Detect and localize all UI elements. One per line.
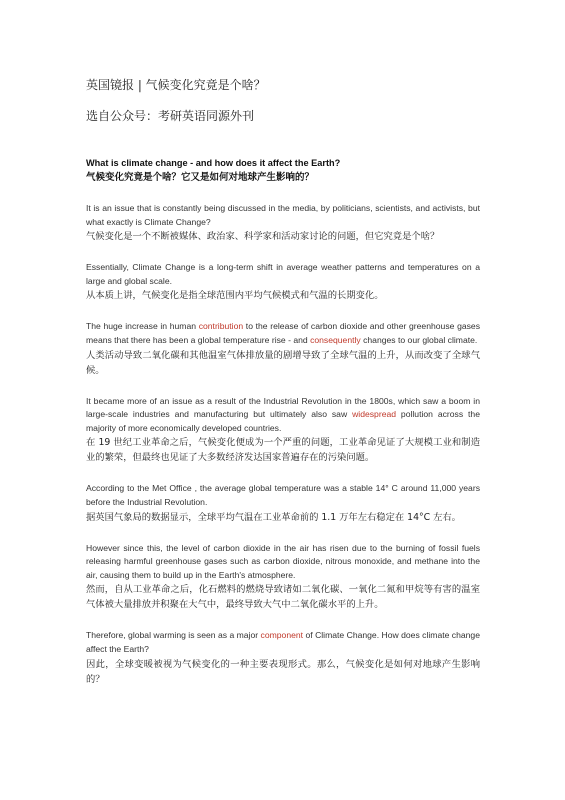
paragraph-chinese: 从本质上讲，气候变化是指全球范围内平均气候模式和气温的长期变化。 xyxy=(86,290,384,302)
paragraph-chinese: 人类活动导致二氧化碳和其他温室气体排放量的剧增导致了全球气温的上升，从而改变了全球气候。 xyxy=(86,349,480,376)
paragraph-chinese: 然而，自从工业革命之后，化石燃料的燃烧导致诸如二氧化碳、一氧化二氮和甲烷等有害的温室气体被大量排放并积聚在大气中，最终导致大气中二氧化碳水平的上升。 xyxy=(86,584,480,611)
paragraph-7 xyxy=(86,629,480,686)
title-english: What is climate change - and how does it affect the Earth? xyxy=(86,158,341,168)
paragraph-1 xyxy=(86,202,480,244)
paragraph-chinese: 因此，全球变暖被视为气候变化的一种主要表现形式。那么，气候变化是如何对地球产生影响的？ xyxy=(86,658,480,685)
text-segment: pollution across the majority of more economically developed countries. xyxy=(86,409,480,433)
paragraph-english: It is an issue that is constantly being discussed in the media, by politicians, scientists, and activists, but what exactly is Climate Change? xyxy=(86,203,480,227)
paragraph-english: According to the Met Office , the average global temperature was a stable 14° C around 11,000 years before the Industrial Revolution. xyxy=(86,483,480,507)
paragraph-english xyxy=(86,320,480,347)
paragraph-5 xyxy=(86,482,480,524)
text-segment: The huge increase in human xyxy=(86,321,199,332)
paragraph-english: However since this, the level of carbon dioxide in the air has risen due to the burning of fossil fuels releasing harmful greenhouse gases such as carbon dioxide, nitrous monoxide, and methane into the air, causing them to build up in the Earth's atmosphere. xyxy=(86,542,480,580)
text-segment: Therefore, global warming is seen as a major xyxy=(86,630,261,641)
paragraph-english xyxy=(86,629,480,656)
paragraph-chinese: 在 19 世纪工业革命之后，气候变化便成为一个严重的问题，工业革命见证了大规模工业和制造业的繁荣，但最终也见证了大多数经济发达国家普遍存在的污染问题。 xyxy=(86,437,480,464)
paragraph-3 xyxy=(86,320,480,377)
article-origin: 选自公众号：考研英语同源外刊 xyxy=(86,109,255,123)
highlighted-word: consequently xyxy=(310,334,361,345)
text-segment: to the release of carbon dioxide and other greenhouse gases means that there has been a global temperature rise - and xyxy=(86,321,481,345)
paragraph-chinese: 据英国气象局的数据显示，全球平均气温在工业革命前的 1.1 万年左右稳定在 14°C 左右。 xyxy=(86,511,461,523)
paragraph-6 xyxy=(86,542,480,613)
highlighted-word: contribution xyxy=(198,321,244,332)
paragraph-english: Essentially, Climate Change is a long-term shift in average weather patterns and temperatures on a large and global scale. xyxy=(86,262,480,286)
highlighted-word: widespread xyxy=(352,409,397,420)
article-body xyxy=(86,157,480,687)
paragraph-4 xyxy=(86,395,480,466)
paragraph-2 xyxy=(86,261,480,303)
title-chinese: 气候变化究竟是个啥？它又是如何对地球产生影响的？ xyxy=(86,172,315,183)
paragraph-english xyxy=(86,395,480,436)
article-title xyxy=(86,157,480,185)
paragraph-chinese: 气候变化是一个不断被媒体、政治家、科学家和活动家讨论的问题，但它究竟是个啥？ xyxy=(86,231,440,243)
highlighted-word: component xyxy=(260,630,304,641)
text-segment: changes to our global climate. xyxy=(360,334,478,345)
text-segment: of Climate Change. How does climate change affect the Earth? xyxy=(86,630,480,654)
text-segment: It became more of an issue as a result of the Industrial Revolution in the 1800s, which saw a boom in large-scale industries and manufacturing but ultimately also saw xyxy=(86,395,480,420)
article-source-title: 英国镜报 | 气候变化究竟是个啥？ xyxy=(86,78,266,92)
